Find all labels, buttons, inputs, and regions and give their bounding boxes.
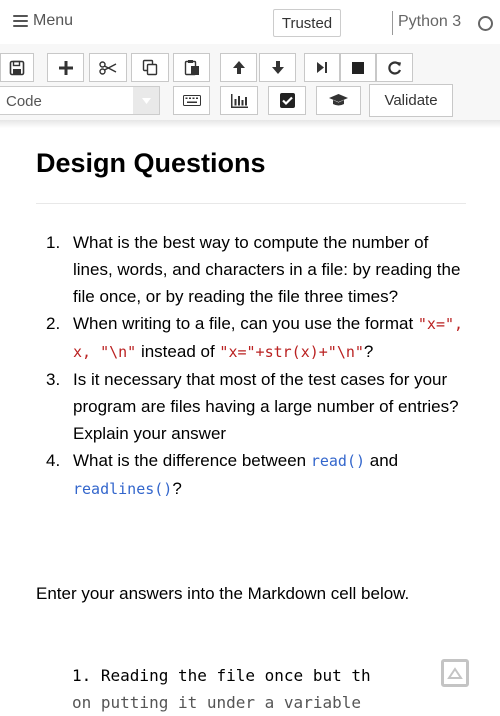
cut-button[interactable] [89,53,127,82]
nbgrader-button[interactable] [316,86,361,115]
questions-list [0,229,500,503]
question-text: What is the difference between [73,451,307,470]
run-button[interactable] [304,53,340,82]
paste-button[interactable] [173,53,210,82]
save-button[interactable] [0,53,34,82]
chart-button[interactable] [220,86,258,115]
question-text: What is the best way to compute the number of lines, words, and characters in a file: by reading the file once, or by reading the file three times? [73,233,461,306]
inline-code: read() [310,452,366,470]
scissors-icon [99,61,117,75]
keyboard-icon [183,95,201,106]
list-item [0,447,466,503]
list-item [0,366,466,447]
kernel-status-icon [478,16,493,31]
question-text: and [369,451,399,470]
command-palette-button[interactable] [173,86,210,115]
checkbox-button[interactable] [268,86,306,115]
chart-icon [231,94,248,108]
markdown-cell[interactable] [0,645,500,712]
toolbar-divider [0,120,500,128]
question-text: ? [172,479,182,498]
cell-type-select[interactable] [0,86,160,115]
plus-icon [59,61,73,75]
run-icon [316,61,328,74]
answer-instructions: Enter your answers into the Markdown cell below. [36,584,410,603]
list-item-number: 2. [46,314,61,333]
menu-label: Menu [33,12,74,29]
list-item [0,229,466,310]
kernel-name[interactable]: Python 3 [398,13,462,30]
cell-type-value: Code [6,93,42,110]
question-text: Is it necessary that most of the test cases for your program are files having a large number of entries? Explain your answer [73,370,459,443]
triangle-up-icon [448,668,462,679]
restart-icon [388,61,402,75]
copy-button[interactable] [131,53,169,82]
inline-code: "x="+str(x)+"\n" [219,343,364,361]
chevron-down-icon [133,87,159,114]
copy-icon [142,59,158,76]
question-text: instead of [140,342,215,361]
markdown-editor[interactable] [72,662,371,716]
page-title: Design Questions [36,148,266,178]
insert-cell-button[interactable] [47,53,84,82]
scroll-up-button[interactable] [441,659,469,687]
graduation-cap-icon [329,94,348,107]
list-item-number: 4. [46,451,61,470]
checkbox-icon [280,93,295,108]
list-item-number: 3. [46,370,61,389]
question-text: When writing to a file, can you use the format [73,314,414,333]
kernel-divider [392,11,393,35]
restart-button[interactable] [376,53,413,82]
validate-button[interactable]: Validate [369,84,453,117]
list-item [0,310,466,366]
markdown-line: on putting it under a variable [72,693,361,712]
inline-code: readlines() [73,480,173,498]
stop-icon [352,62,364,74]
menubar [0,0,500,44]
section-divider [36,203,466,204]
hamburger-icon [13,15,28,27]
inline-code: "x=", x, "\n" [73,315,464,361]
trusted-indicator[interactable]: Trusted [273,9,341,37]
markdown-line: 1. Reading the file once but th [72,666,371,685]
move-up-button[interactable] [220,53,257,82]
arrow-up-icon [232,60,246,75]
arrow-down-icon [271,60,285,75]
list-item-number: 1. [46,233,61,252]
menu-button[interactable] [13,12,73,30]
question-text: ? [363,342,374,361]
save-icon [9,60,25,76]
interrupt-button[interactable] [340,53,376,82]
paste-icon [184,59,200,76]
move-down-button[interactable] [259,53,296,82]
